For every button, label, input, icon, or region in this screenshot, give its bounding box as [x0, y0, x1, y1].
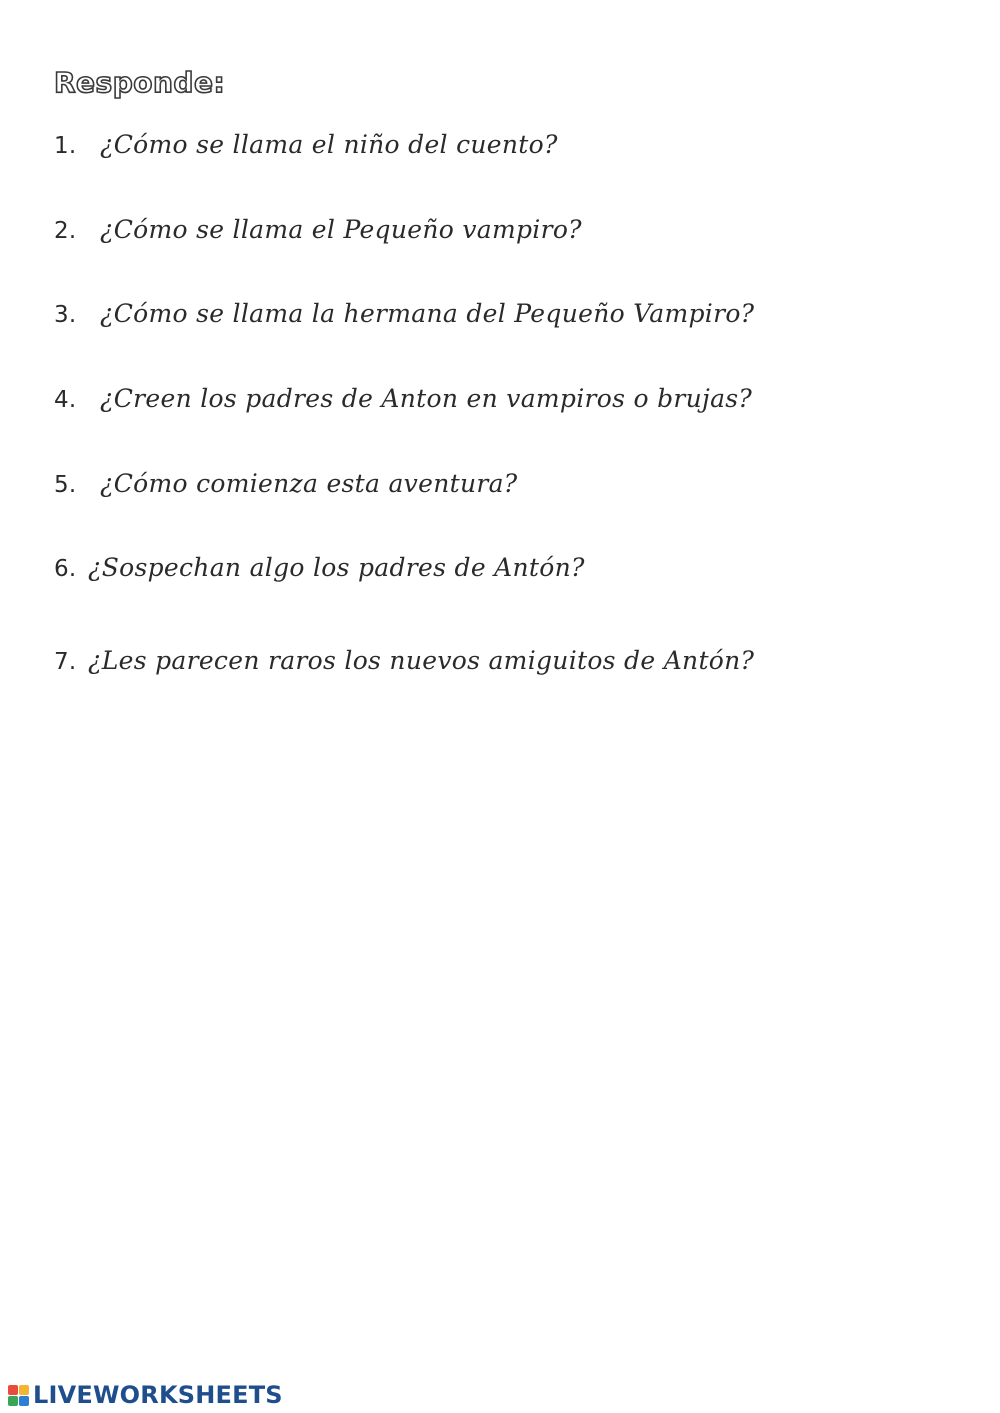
logo-square-yellow [19, 1385, 29, 1395]
question-number: 4. [54, 387, 77, 413]
question-2 [54, 215, 582, 244]
question-text: ¿Sospechan algo los padres de Antón? [88, 553, 585, 582]
question-number: 7. [54, 649, 77, 675]
question-text: ¿Cómo comienza esta aventura? [100, 469, 518, 498]
question-text: ¿Cómo se llama la hermana del Pequeño Vampiro? [100, 299, 755, 328]
question-text: ¿Creen los padres de Anton en vampiros o brujas? [100, 384, 753, 413]
question-1 [54, 130, 558, 159]
logo-square-blue [19, 1396, 29, 1406]
liveworksheets-brand: LIVEWORKSHEETS [33, 1381, 283, 1409]
question-3 [54, 299, 754, 328]
logo-square-green [8, 1396, 18, 1406]
question-7 [54, 646, 754, 675]
question-text: ¿Cómo se llama el Pequeño vampiro? [100, 215, 582, 244]
logo-square-red [8, 1385, 18, 1395]
question-number: 3. [54, 302, 77, 328]
liveworksheets-footer [8, 1380, 283, 1410]
question-number: 5. [54, 472, 77, 498]
question-number: 1. [54, 133, 77, 159]
worksheet-heading: Responde: [54, 66, 226, 99]
question-4 [54, 384, 752, 413]
question-5 [54, 469, 518, 498]
question-text: ¿Cómo se llama el niño del cuento? [100, 130, 558, 159]
question-number: 6. [54, 556, 77, 582]
question-text: ¿Les parecen raros los nuevos amiguitos de Antón? [88, 646, 755, 675]
liveworksheets-logo-icon [8, 1385, 29, 1406]
question-number: 2. [54, 218, 77, 244]
question-6 [54, 553, 585, 582]
